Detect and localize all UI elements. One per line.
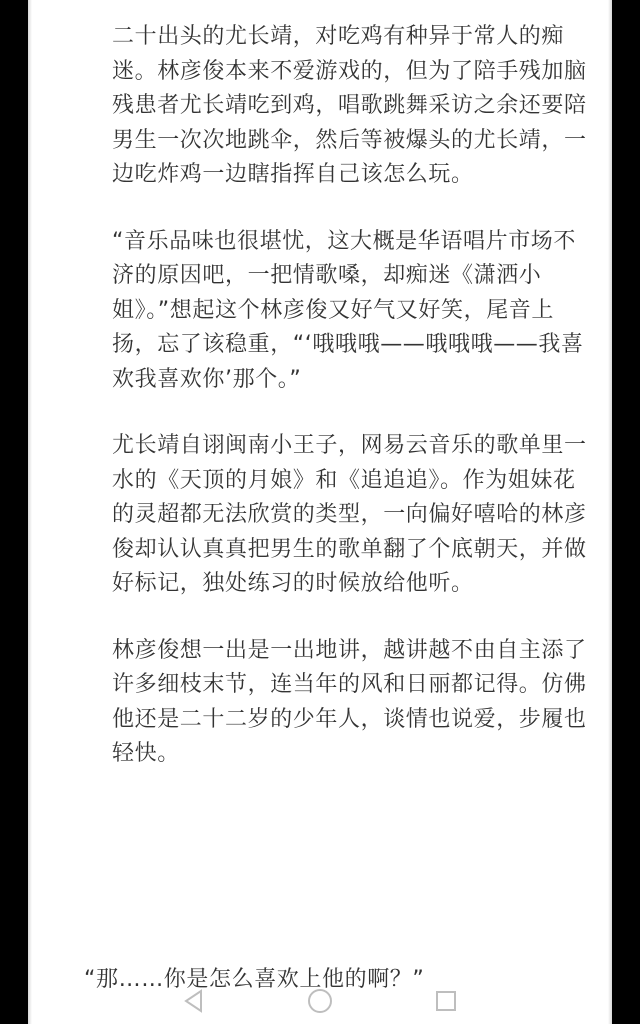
paragraph: 二十出头的尤长靖，对吃鸡有种异于常人的痴迷。林彦俊本来不爱游戏的，但为了陪手残加脑残患者尤长靖吃到鸡，唱歌跳舞采访之余还要陪男生一次次地跳伞，然后等被爆头的尤长靖，一边吃炸鸡一边瞎指挥自己该怎么玩。: [112, 24, 587, 187]
paragraph: 尤长靖自诩闽南小王子，网易云音乐的歌单里一水的《天顶的月娘》和《追追追》。作为姐妹花的灵超都无法欣赏的类型，一向偏好嘻哈的林彦俊却认认真真把男生的歌单翻了个底朝天，并做好标记，独处练习的时候放给他听。: [112, 433, 587, 596]
paragraph: “音乐品味也很堪忧，这大概是华语唱片市场不济的原因吧，一把情歌嗓，却痴迷《潇洒小姐》。”想起这个林彦俊又好气又好笑，尾音上扬，忘了该稳重，“‘哦哦哦——哦哦哦——我喜欢我喜欢你’那个。”: [112, 228, 584, 392]
article-body: [112, 20, 592, 804]
paragraph: 林彦俊想一出是一出地讲，越讲越不由自主添了许多细枝末节，连当年的风和日丽都记得。仿佛他还是二十二岁的少年人，谈情也说爱，步履也轻快。: [112, 637, 587, 766]
navigation-bar: [0, 978, 640, 1024]
paragraph-last: “那……你是怎么喜欢上他的啊？”: [84, 967, 425, 992]
back-button[interactable]: [179, 986, 209, 1016]
home-icon: [307, 988, 333, 1014]
back-icon: [183, 989, 205, 1013]
reader-page[interactable]: [28, 0, 612, 1024]
home-button[interactable]: [305, 986, 335, 1016]
recents-icon: [435, 990, 457, 1012]
recents-button[interactable]: [431, 986, 461, 1016]
